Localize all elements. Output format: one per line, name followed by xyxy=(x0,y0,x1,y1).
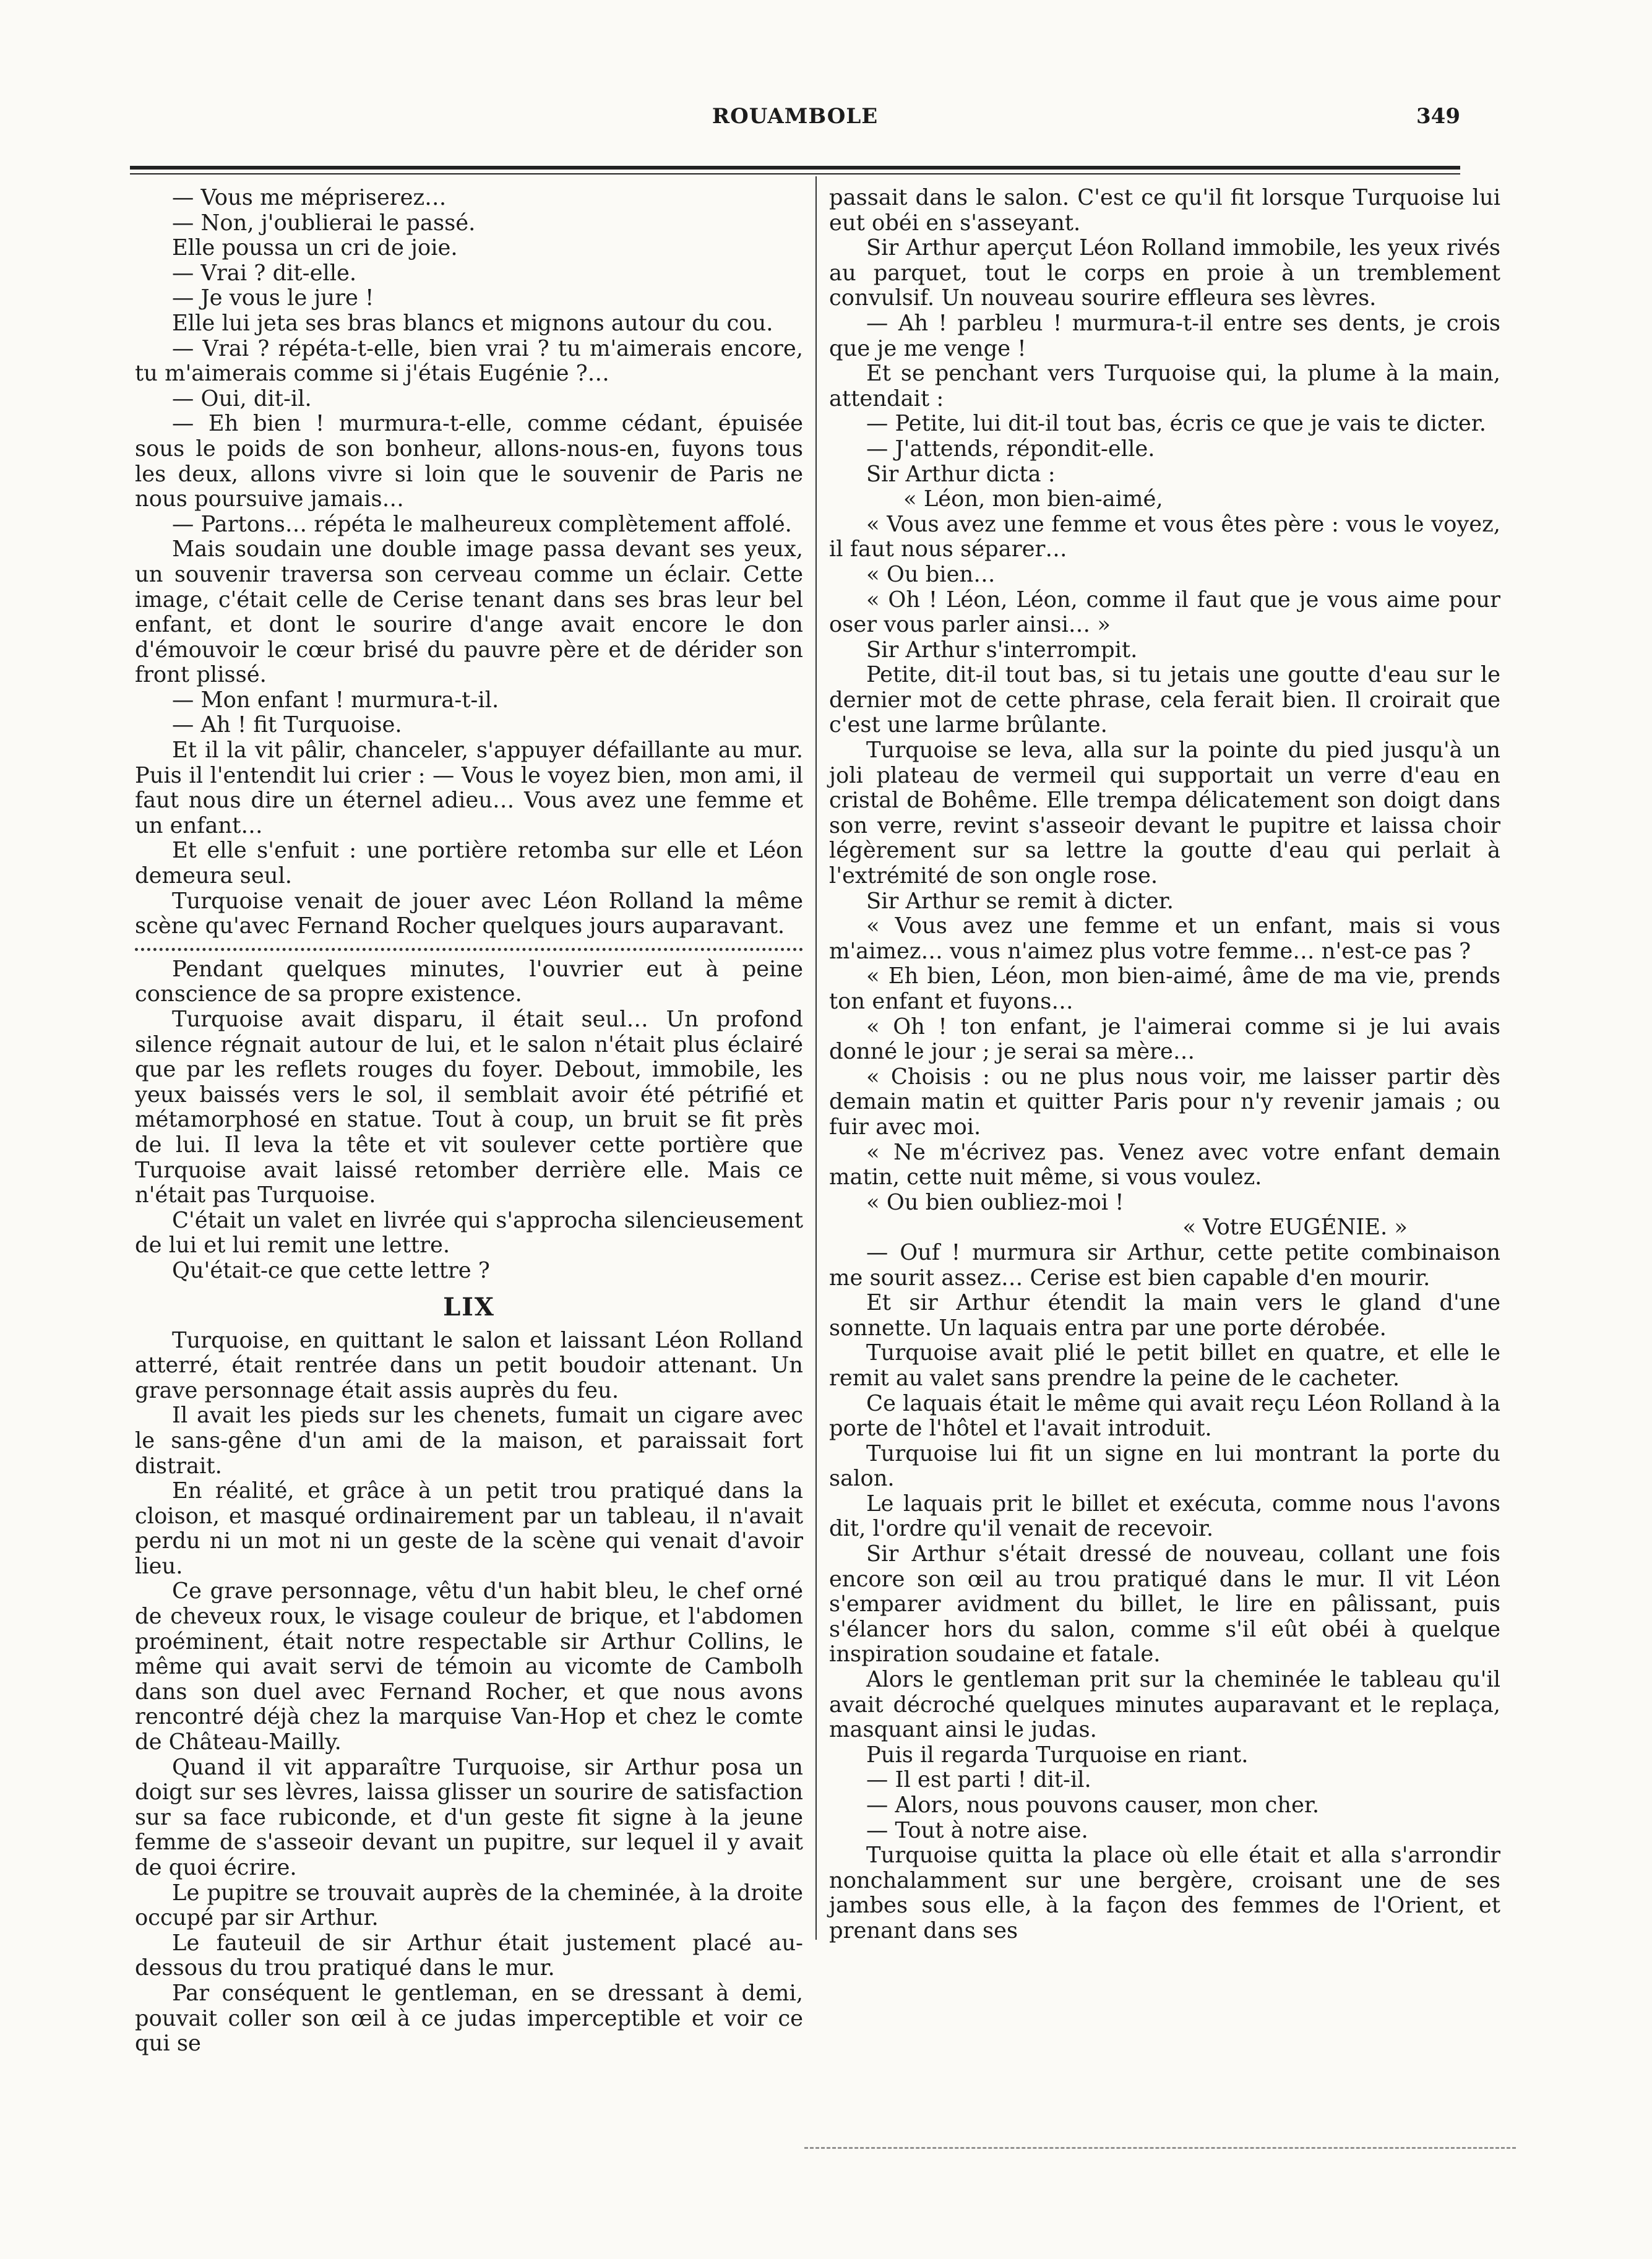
paragraph: Sir Arthur se remit à dicter. xyxy=(866,888,1174,914)
letter-salutation: « Léon, mon bien-aimé, xyxy=(903,486,1163,512)
paragraph: « Oh ! ton enfant, je l'aimerai comme si je lui avais donné le jour ; je serai sa mère… xyxy=(829,1013,1500,1065)
letter-signature: « Votre EUGÉNIE. » xyxy=(1182,1215,1408,1241)
paragraph: Turquoise se leva, alla sur la pointe du pied jusqu'à un joli plateau de vermeil qui supportait un verre d'eau en cristal de Bohême. Elle trempa délicatement son doigt dans son verre, revint s'asseoir devant le pupitre et laissa choir légèrement sur sa lettre la goutte d'eau qui perlait à l'extrémité de son ongle rose. xyxy=(829,738,1500,889)
paragraph: Il avait les pieds sur les chenets, fumait un cigare avec le sans-gêne d'un ami de la maison, et paraissait fort distrait. xyxy=(135,1403,803,1479)
paragraph: Puis il regarda Turquoise en riant. xyxy=(866,1742,1249,1768)
paragraph: En réalité, et grâce à un petit trou pratiqué dans la cloison, et masqué ordinairement par un tableau, il n'avait perdu ni un mot ni un geste de la scène qui venait d'avoir lieu. xyxy=(135,1478,803,1579)
paragraph: Mais soudain une double image passa devant ses yeux, un souvenir traversa son cerveau comme un éclair. Cette image, c'était celle de Cerise tenant dans ses bras leur bel enfant, et dont le sourire d'ange avait encore le don d'émouvoir le cœur brisé du pauvre père et de dérider son front plissé. xyxy=(135,536,803,688)
header-rule-thin xyxy=(130,173,1460,174)
paragraph: — Alors, nous pouvons causer, mon cher. xyxy=(866,1792,1320,1818)
running-title: ROUAMBOLE xyxy=(712,104,879,129)
paragraph: Et elle s'enfuit : une portière retomba sur elle et Léon demeura seul. xyxy=(135,838,803,889)
paragraph: « Vous avez une femme et vous êtes père : vous le voyez, il faut nous séparer… xyxy=(829,511,1500,562)
paragraph: — Il est parti ! dit-il. xyxy=(866,1767,1091,1793)
paragraph: Petite, dit-il tout bas, si tu jetais une goutte d'eau sur le dernier mot de cette phrase, cela ferait bien. Il croirait que c'est une larme brûlante. xyxy=(829,662,1500,738)
paragraph: — Ah ! fit Turquoise. xyxy=(172,712,402,738)
paragraph: « Eh bien, Léon, mon bien-aimé, âme de ma vie, prends ton enfant et fuyons… xyxy=(829,963,1500,1014)
paragraph: — J'attends, répondit-elle. xyxy=(866,436,1155,462)
paragraph: — Mon enfant ! murmura-t-il. xyxy=(172,687,499,713)
paragraph: « Ne m'écrivez pas. Venez avec votre enfant demain matin, cette nuit même, si vous voulez. xyxy=(829,1139,1500,1190)
paragraph: — Vous me mépriserez… xyxy=(172,185,447,210)
paragraph: Le laquais prit le billet et exécuta, comme nous l'avons dit, l'ordre qu'il venait de recevoir. xyxy=(829,1491,1500,1542)
paragraph: Qu'était-ce que cette lettre ? xyxy=(172,1257,490,1283)
paragraph: — Tout à notre aise. xyxy=(866,1817,1088,1843)
header-rule xyxy=(130,166,1460,170)
paragraph: — Non, j'oublierai le passé. xyxy=(172,210,476,236)
paragraph: Le fauteuil de sir Arthur était justement placé au-dessous du trou pratiqué dans le mur. xyxy=(135,1930,803,1981)
paragraph: — Je vous le jure ! xyxy=(172,285,374,311)
paragraph: Turquoise avait disparu, il était seul… Un profond silence régnait autour de lui, et le salon n'était plus éclairé que par les reflets rouges du foyer. Debout, immobile, les yeux baissés vers le sol, il semblait avoir été pétrifié et métamorphosé en statue. Tout à coup, un bruit se fit près de lui. Il leva la tête et vit soulever cette portière que Turquoise avait laissé retomber derrière elle. Mais ce n'était pas Turquoise. xyxy=(135,1007,803,1208)
paragraph: — Partons… répéta le malheureux complètement affolé. xyxy=(172,511,792,537)
paragraph: Alors le gentleman prit sur la cheminée le tableau qu'il avait décroché quelques minutes auparavant et le replaça, masquant ainsi le judas. xyxy=(829,1667,1500,1743)
paragraph: Elle lui jeta ses bras blancs et mignons autour du cou. xyxy=(172,310,773,336)
paragraph: Et sir Arthur étendit la main vers le gland d'une sonnette. Un laquais entra par une porte dérobée. xyxy=(829,1290,1500,1341)
paragraph: Sir Arthur aperçut Léon Rolland immobile, les yeux rivés au parquet, tout le corps en proie à un tremblement convulsif. Un nouveau sourire effleura ses lèvres. xyxy=(829,235,1500,311)
paragraph: Pendant quelques minutes, l'ouvrier eut à peine conscience de sa propre existence. xyxy=(135,956,803,1007)
paragraph: passait dans le salon. C'est ce qu'il fit lorsque Turquoise lui eut obéi en s'asseyant. xyxy=(829,185,1500,236)
paragraph: Quand il vit apparaître Turquoise, sir Arthur posa un doigt sur ses lèvres, laissa glisser un sourire de satisfaction sur sa face rubiconde, et d'un geste fit signe à la jeune femme de s'asseoir devant un pupitre, sur lequel il y avait de quoi écrire. xyxy=(135,1754,803,1880)
paragraph: — Eh bien ! murmura-t-elle, comme cédant, épuisée sous le poids de son bonheur, allons-nous-en, fuyons tous les deux, allons vivre si loin que le souvenir de Paris ne nous poursuive jamais… xyxy=(135,411,803,512)
paragraph: — Vrai ? répéta-t-elle, bien vrai ? tu m'aimerais encore, tu m'aimerais comme si j'étais Eugénie ?… xyxy=(135,335,803,387)
page-number: 349 xyxy=(1416,104,1460,129)
paragraph: « Choisis : ou ne plus nous voir, me laisser partir dès demain matin et quitter Paris pour n'y revenir jamais ; ou fuir avec moi. xyxy=(829,1064,1500,1140)
page-header xyxy=(130,104,1460,141)
paragraph: Turquoise lui fit un signe en lui montrant la porte du salon. xyxy=(829,1440,1500,1492)
paragraph: Turquoise avait plié le petit billet en quatre, et elle le remit au valet sans prendre la peine de le cacheter. xyxy=(829,1340,1500,1391)
paragraph: Le pupitre se trouvait auprès de la cheminée, à la droite occupé par sir Arthur. xyxy=(135,1880,803,1931)
column-separator xyxy=(815,176,817,1940)
paragraph: Sir Arthur dicta : xyxy=(866,461,1056,487)
paragraph: Et il la vit pâlir, chanceler, s'appuyer défaillante au mur. Puis il l'entendit lui crier : — Vous le voyez bien, mon ami, il faut nous dire un éternel adieu… Vous avez une femme et un enfant… xyxy=(135,738,803,838)
paragraph: « Ou bien… xyxy=(866,561,996,587)
paragraph: Turquoise venait de jouer avec Léon Rolland la même scène qu'avec Fernand Rocher quelques jours auparavant. xyxy=(135,888,803,939)
paragraph: Ce grave personnage, vêtu d'un habit bleu, le chef orné de cheveux roux, le visage couleur de brique, et l'abdomen proéminent, était notre respectable sir Arthur Collins, le même qui avait servi de témoin au vicomte de Cambolh dans son duel avec Fernand Rocher, et que nous avons rencontré déjà chez la marquise Van-Hop et chez le comte de Château-Mailly. xyxy=(135,1578,803,1755)
paragraph: — Vrai ? dit-elle. xyxy=(172,260,357,286)
chapter-heading: LIX xyxy=(443,1292,495,1322)
paragraph: — Oui, dit-il. xyxy=(172,385,312,411)
dotted-separator xyxy=(135,948,803,951)
paragraph: Turquoise, en quittant le salon et laissant Léon Rolland atterré, était rentrée dans un petit boudoir attenant. Un grave personnage était assis auprès du feu. xyxy=(135,1327,803,1403)
paragraph: — Petite, lui dit-il tout bas, écris ce que je vais te dicter. xyxy=(866,411,1486,437)
paragraph: « Ou bien oubliez-moi ! xyxy=(866,1189,1124,1215)
paragraph: « Vous avez une femme et un enfant, mais si vous m'aimez… vous n'aimez plus votre femme… n'est-ce pas ? xyxy=(829,913,1500,964)
left-column xyxy=(135,186,803,2057)
paragraph: Par conséquent le gentleman, en se dressant à demi, pouvait coller son œil à ce judas imperceptible et voir ce qui se xyxy=(135,1980,803,2057)
paragraph: Sir Arthur s'était dressé de nouveau, collant une fois encore son œil au trou pratiqué dans le mur. Il vit Léon s'emparer avidment du billet, le lire en pâlissant, puis s'élancer hors du salon, comme s'il eût obéi à quelque inspiration soudaine et fatale. xyxy=(829,1541,1500,1667)
paragraph: « Oh ! Léon, Léon, comme il faut que je vous aime pour oser vous parler ainsi… » xyxy=(829,587,1500,638)
paragraph: Turquoise quitta la place où elle était et alla s'arrondir nonchalamment sur une bergère, croisant une de ses jambes sous elle, à la façon des femmes de l'Orient, et prenant dans ses xyxy=(829,1843,1500,1943)
right-column xyxy=(829,186,1500,1944)
paragraph: Elle poussa un cri de joie. xyxy=(172,235,458,261)
scan-artifact-line xyxy=(804,2147,1516,2149)
paragraph: — Ah ! parbleu ! murmura-t-il entre ses dents, je crois que je me venge ! xyxy=(829,310,1500,361)
paragraph: Et se penchant vers Turquoise qui, la plume à la main, attendait : xyxy=(829,361,1500,411)
paragraph: Ce laquais était le même qui avait reçu Léon Rolland à la porte de l'hôtel et l'avait introduit. xyxy=(829,1390,1500,1442)
paragraph: C'était un valet en livrée qui s'approcha silencieusement de lui et lui remit une lettre. xyxy=(135,1207,803,1259)
paragraph: Sir Arthur s'interrompit. xyxy=(866,637,1138,663)
paragraph: — Ouf ! murmura sir Arthur, cette petite combinaison me sourit assez… Cerise est bien capable d'en mourir. xyxy=(829,1239,1500,1291)
